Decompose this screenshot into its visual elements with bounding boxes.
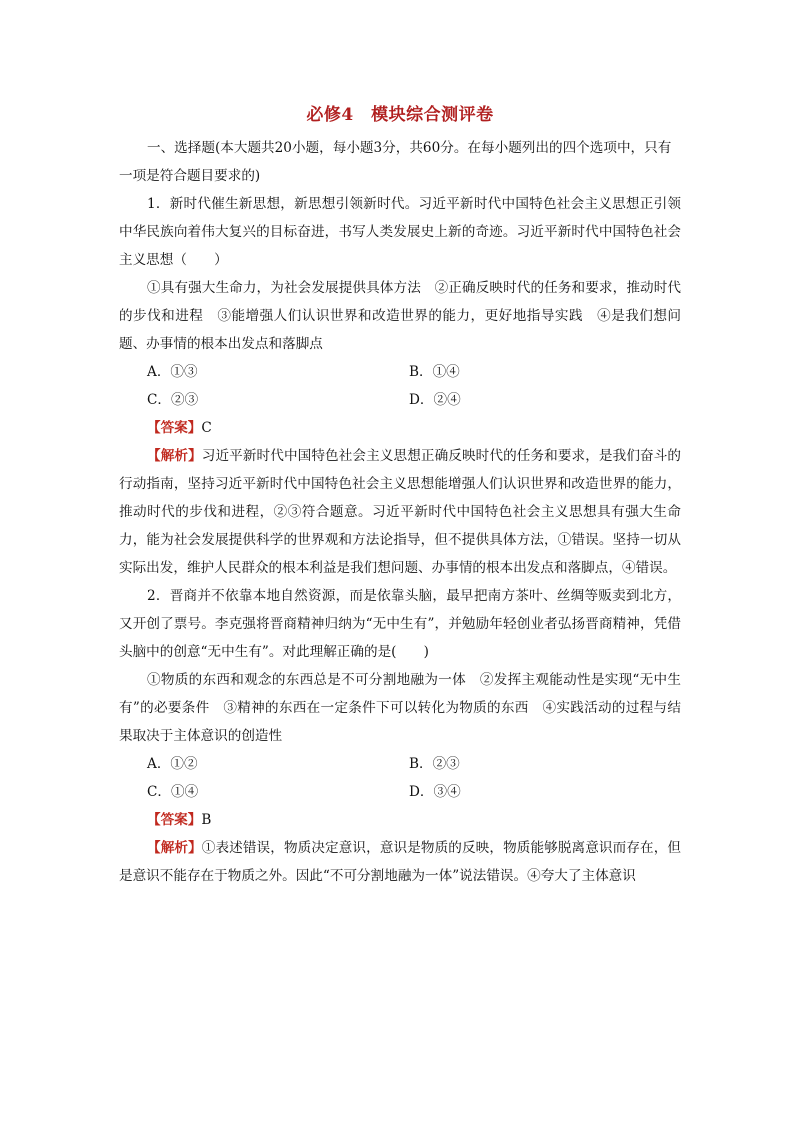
option-a: A．①③ bbox=[147, 364, 198, 380]
option-d: D．③④ bbox=[409, 784, 461, 800]
option-list bbox=[119, 750, 681, 806]
answer-tag: 【答案】 bbox=[147, 420, 202, 436]
option-c: C．①④ bbox=[147, 784, 199, 800]
option-b: B．②③ bbox=[409, 756, 460, 772]
option-d: D．②④ bbox=[409, 392, 461, 408]
answer-line bbox=[119, 414, 681, 442]
question-2 bbox=[119, 582, 681, 890]
analysis-text: 习近平新时代中国特色社会主义思想正确反映时代的任务和要求，是我们奋斗的行动指南，坚持习近平新时代中国特色社会主义思想能增强人们认识世界和改造世界的能力，推动时代的步伐和进程，②③符合题意。习近平新时代中国特色社会主义思想具有强大生命力，能为社会发展提供科学的世界观和方法论指导，但不提供具体方法，①错误。坚持一切从实际出发，维护人民群众的根本利益是我们想问题、办事情的根本出发点和落脚点，④错误。 bbox=[119, 448, 681, 576]
question-statements: ①具有强大生命力，为社会发展提供具体方法 ②正确反映时代的任务和要求，推动时代的步伐和进程 ③能增强人们认识世界和改造世界的能力，更好地指导实践 ④是我们想问题、办事情的根本出发点和落脚点 bbox=[119, 280, 681, 352]
option-c: C．②③ bbox=[147, 392, 199, 408]
question-1 bbox=[119, 190, 681, 582]
question-stem: 2．晋商并不依靠本地自然资源，而是依靠头脑，最早把南方茶叶、丝绸等贩卖到北方，又开创了票号。李克强将晋商精神归纳为“无中生有”，并勉励年轻创业者弘扬晋商精神，凭借头脑中的创意“无中生有”。对此理解正确的是( ) bbox=[119, 588, 681, 660]
option-b: B．①④ bbox=[409, 364, 460, 380]
analysis-line bbox=[119, 442, 681, 582]
answer-tag: 【答案】 bbox=[147, 812, 202, 828]
analysis-tag: 【解析】 bbox=[147, 448, 202, 464]
question-statements: ①物质的东西和观念的东西总是不可分割地融为一体 ②发挥主观能动性是实现“无中生有”的必要条件 ③精神的东西在一定条件下可以转化为物质的东西 ④实践活动的过程与结果取决于主体意识的创造性 bbox=[119, 672, 681, 744]
analysis-line bbox=[119, 834, 681, 890]
option-a: A．①② bbox=[147, 756, 198, 772]
answer-line bbox=[119, 806, 681, 834]
question-stem: 1．新时代催生新思想，新思想引领新时代。习近平新时代中国特色社会主义思想正引领中华民族向着伟大复兴的目标奋进，书写人类发展史上新的奇迹。习近平新时代中国特色社会主义思想（ ） bbox=[119, 196, 681, 268]
answer-value: C bbox=[201, 420, 212, 436]
section-heading: 一、选择题(本大题共20小题，每小题3分，共60分。在每小题列出的四个选项中，只有一项是符合题目要求的) bbox=[119, 140, 672, 184]
page-title: 必修4 模块综合测评卷 bbox=[306, 105, 494, 125]
document-page bbox=[119, 100, 681, 890]
analysis-text: ①表述错误，物质决定意识，意识是物质的反映，物质能够脱离意识而存在，但是意识不能存在于物质之外。因此“不可分割地融为一体”说法错误。④夸大了主体意识 bbox=[119, 840, 681, 884]
analysis-tag: 【解析】 bbox=[147, 840, 202, 856]
option-list bbox=[119, 358, 681, 414]
answer-value: B bbox=[201, 812, 212, 828]
